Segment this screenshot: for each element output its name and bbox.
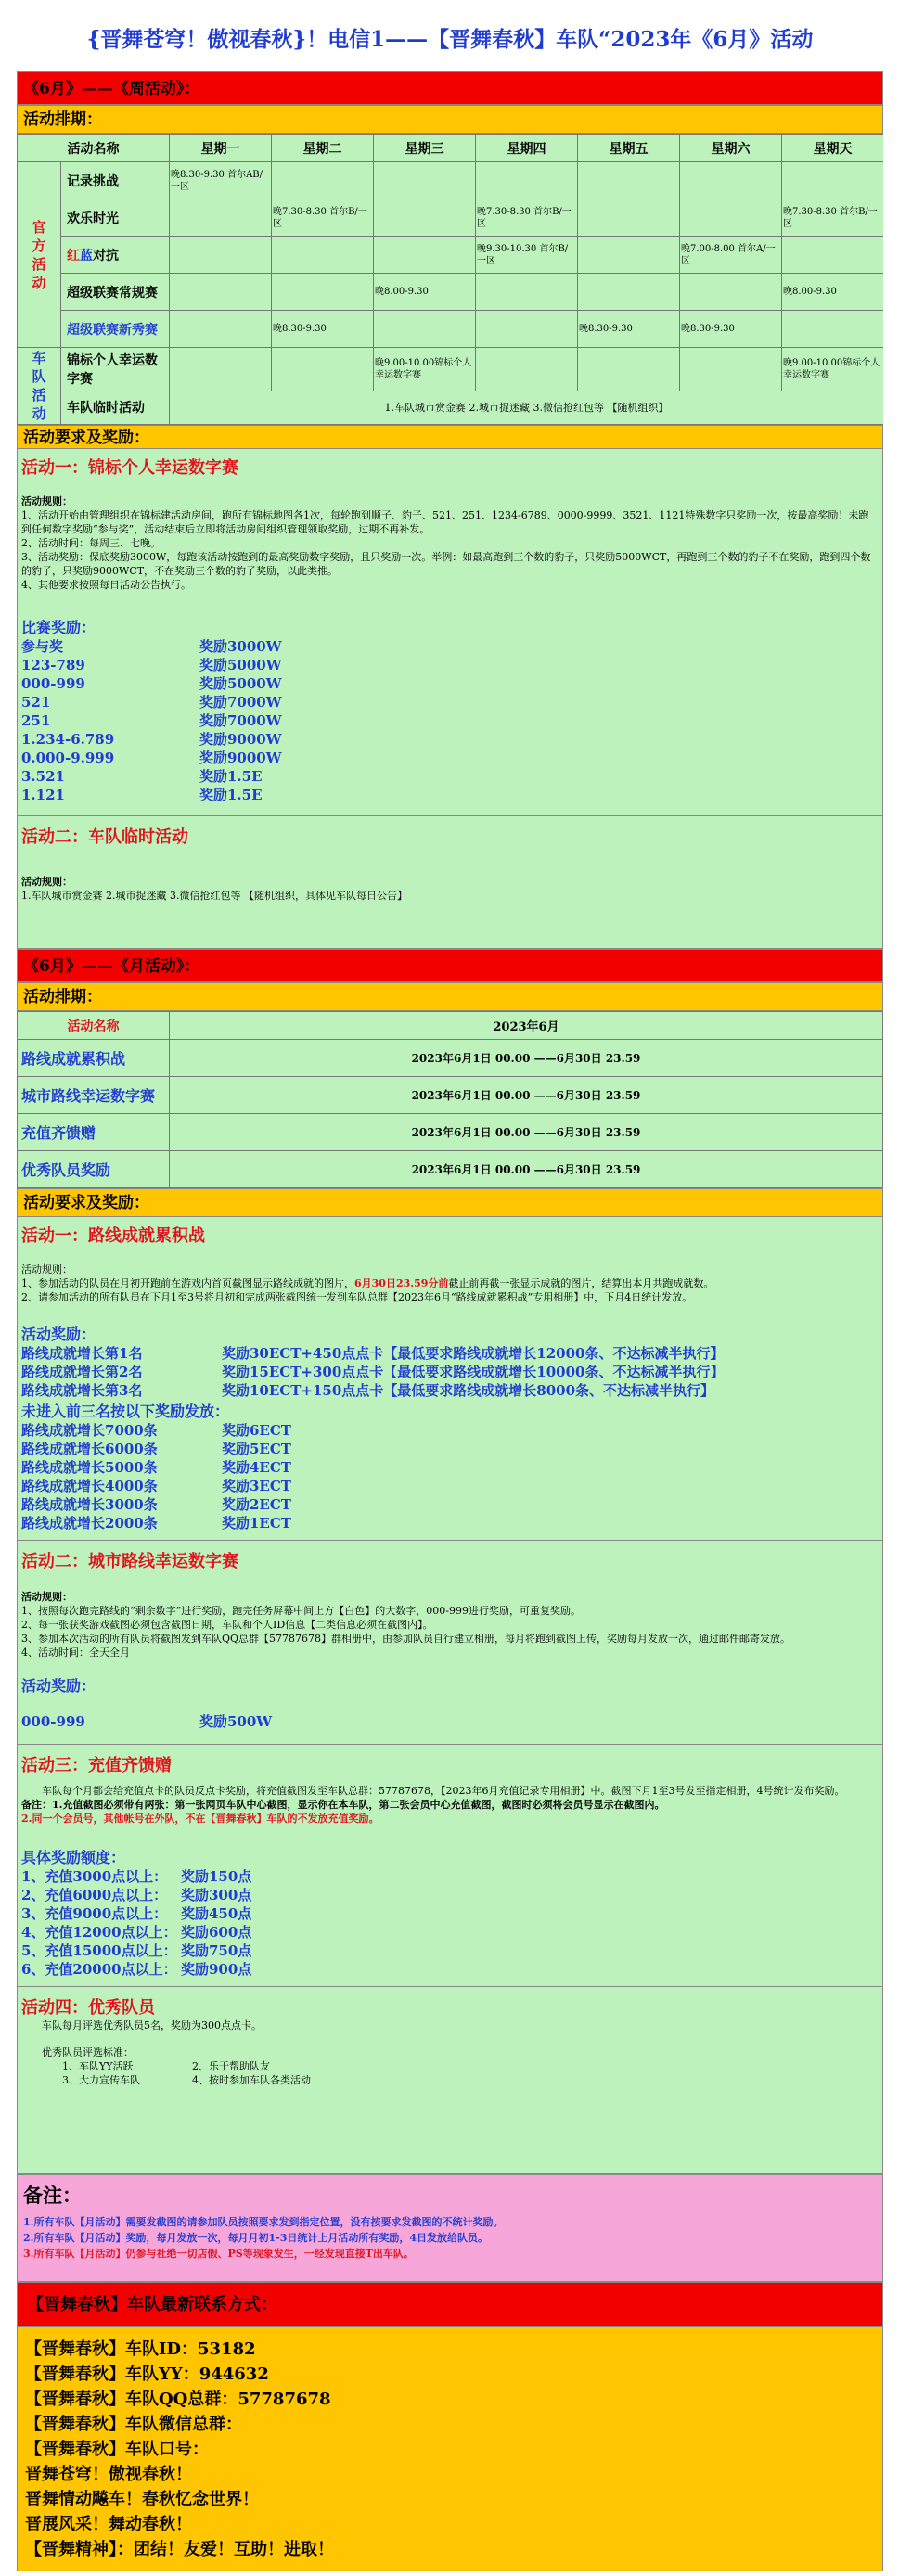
week-req-bar: 活动要求及奖励：: [17, 425, 883, 449]
prize-row: 3.521 奖励1.5E: [21, 768, 263, 785]
row-name: 锦标个人幸运数字赛: [61, 348, 170, 391]
prize-row: 路线成就增长第1名 奖励30ECT+450点点卡【最低要求路线成就增长12000条、不达标减半执行】: [21, 1345, 725, 1362]
month-header: 《6月》——《月活动》：: [17, 949, 883, 982]
prize-row: 251 奖励7000W: [21, 712, 282, 729]
row-name: 超级联赛常规赛: [61, 274, 170, 311]
note-line: 3.所有车队【月活动】仍参与社绝一切店假、PS等现象发生，一经发现直接T出车队。: [23, 2248, 414, 2260]
prize-row: 521 奖励7000W: [21, 694, 282, 711]
month-col-name: 活动名称: [18, 1012, 170, 1040]
prize-row: 5、充值15000点以上： 奖励750点: [21, 1942, 252, 1959]
contact-line: 【晋舞春秋】车队微信总群：: [25, 2415, 242, 2434]
schedule-cell: [578, 162, 680, 199]
schedule-cell: [374, 311, 476, 348]
schedule-cell: [272, 162, 374, 199]
month-row-name: 充值齐馈赠: [18, 1114, 170, 1151]
schedule-cell: [272, 237, 374, 274]
schedule-cell: 晚7.30-8.30 首尔B/一区: [476, 199, 578, 237]
row-name: 车队临时活动: [61, 391, 170, 424]
schedule-cell: [272, 348, 374, 391]
month-act3-prize-heading: 具体奖励额度：: [21, 1849, 126, 1866]
month-act1-rules-heading: 活动规则：: [21, 1263, 72, 1275]
schedule-cell: 晚9.30-10.30 首尔B/一区: [476, 237, 578, 274]
schedule-cell: 晚7.00-8.00 首尔A/一区: [680, 237, 782, 274]
month-row-date: 2023年6月1日 00.00 ——6月30日 23.59: [170, 1040, 883, 1077]
schedule-cell: [374, 199, 476, 237]
month-req-bar: 活动要求及奖励：: [17, 1188, 883, 1217]
month-row-name: 城市路线幸运数字赛: [18, 1077, 170, 1114]
prize-row: 路线成就增长6000条 奖励5ECT: [21, 1441, 291, 1457]
col-day: 星期四: [476, 135, 578, 162]
deadline-highlight: 6月30日23.59分前: [354, 1277, 449, 1289]
rule-line: 2、每一张获奖游戏截图必须包含截图日期，车队和个人ID信息【二类信息必须在截图内】。: [21, 1619, 433, 1631]
temp-activity-text: 1.车队城市赏金赛 2.城市捉迷藏 3.微信抢红包等 【随机组织】: [170, 391, 884, 424]
prize-row: 3、充值9000点以上： 奖励450点: [21, 1905, 252, 1922]
schedule-cell: 晚8.30-9.30 首尔AB/一区: [170, 162, 272, 199]
contact-line: 晋舞苍穹！傲视春秋！: [25, 2465, 192, 2484]
poster: [17, 4, 883, 2571]
col-day: 星期六: [680, 135, 782, 162]
schedule-cell: [680, 199, 782, 237]
prize-row: 路线成就增长7000条 奖励6ECT: [21, 1422, 291, 1439]
rule-line: 优秀队员评选标准：: [42, 2046, 134, 2058]
week-act2-rules-heading: 活动规则：: [21, 876, 72, 888]
month-act2-title: 活动二：城市路线幸运数字赛: [21, 1552, 238, 1571]
month-row-date: 2023年6月1日 00.00 ——6月30日 23.59: [170, 1077, 883, 1114]
schedule-cell: [476, 162, 578, 199]
schedule-cell: [476, 311, 578, 348]
month-row-name: 路线成就累积战: [18, 1040, 170, 1077]
schedule-cell: [782, 162, 884, 199]
contact-block: [17, 2326, 883, 2571]
schedule-cell: 晚9.00-10.00锦标个人幸运数字赛: [782, 348, 884, 391]
month-act1-prize-heading: 活动奖励：: [21, 1326, 96, 1343]
group-official: [18, 162, 61, 348]
col-activity-name: 活动名称: [18, 135, 170, 162]
schedule-cell: 晚8.30-9.30: [272, 311, 374, 348]
contact-line: 晋展风采！舞动春秋！: [25, 2515, 192, 2534]
schedule-cell: [374, 237, 476, 274]
month-schedule-table: [17, 1011, 883, 1188]
rule-line: 车队每月评选优秀队员5名，奖励为300点点卡。: [42, 2019, 262, 2031]
month-act4-title: 活动四：优秀队员: [21, 1998, 155, 2018]
schedule-cell: [374, 162, 476, 199]
divider: [18, 1986, 882, 1987]
month-row-date: 2023年6月1日 00.00 ——6月30日 23.59: [170, 1114, 883, 1151]
schedule-cell: 晚8.30-9.30: [578, 311, 680, 348]
divider: [18, 1744, 882, 1745]
prize-row: 参与奖 奖励3000W: [21, 638, 282, 655]
schedule-cell: [170, 311, 272, 348]
schedule-cell: [476, 348, 578, 391]
schedule-cell: 晚8.00-9.30: [374, 274, 476, 311]
contact-line: 【晋舞春秋】车队ID：53182: [25, 2339, 256, 2359]
month-col-month: 2023年6月: [170, 1012, 883, 1040]
week-header: 《6月》——《周活动》：: [17, 71, 883, 105]
prize-row: 路线成就增长4000条 奖励3ECT: [21, 1478, 291, 1494]
notes-title: 备注：: [23, 2184, 82, 2207]
rule-line: 1、按照每次跑完路线的“剩余数字”进行奖励，跑完任务屏幕中间上方【白色】的大数字，000-999进行奖励，可重复奖励。: [21, 1605, 581, 1617]
notes-block: [17, 2174, 883, 2282]
page-title: {晋舞苍穹！傲视春秋}！电信1——【晋舞春秋】车队“2023年《6月》活动: [86, 27, 814, 52]
note-line: 1.所有车队【月活动】需要发截图的请参加队员按照要求发到指定位置，没有按要求发截图的不统计奖励。: [23, 2216, 504, 2228]
schedule-cell: 晚9.00-10.00锦标个人幸运数字赛: [374, 348, 476, 391]
prize-row: 2、充值6000点以上： 奖励300点: [21, 1887, 252, 1903]
schedule-cell: [170, 274, 272, 311]
group-team: [18, 348, 61, 425]
col-day: 星期二: [272, 135, 374, 162]
group-official-label: 官方活动: [32, 218, 46, 291]
criteria-row: 3、大力宣传车队 4、按时参加车队各类活动: [62, 2074, 311, 2086]
row-name-red: 红: [67, 248, 80, 263]
prize-row: 路线成就增长第3名 奖励10ECT+150点点卡【最低要求路线成就增长8000条、不达标减半执行】: [21, 1382, 715, 1399]
row-name: 欢乐时光: [61, 199, 170, 237]
prize-row: 000-999 奖励500W: [21, 1713, 273, 1730]
col-day: 星期天: [782, 135, 884, 162]
schedule-cell: [272, 274, 374, 311]
schedule-cell: [476, 274, 578, 311]
schedule-cell: [170, 237, 272, 274]
schedule-cell: [578, 348, 680, 391]
schedule-cell: [578, 237, 680, 274]
month-act1-extra-heading: 未进入前三名按以下奖励发放：: [21, 1403, 230, 1420]
schedule-cell: [782, 237, 884, 274]
month-row-name: 优秀队员奖励: [18, 1151, 170, 1188]
prize-row: 123-789 奖励5000W: [21, 657, 282, 673]
col-day: 星期三: [374, 135, 476, 162]
schedule-cell: [680, 162, 782, 199]
criteria-row: 1、车队YY活跃 2、乐于帮助队友: [62, 2060, 270, 2072]
contact-line: 【晋舞春秋】车队口号：: [25, 2440, 209, 2459]
schedule-cell: [170, 348, 272, 391]
contact-line: 晋舞情动飚车！春秋忆念世界！: [25, 2490, 259, 2509]
week-schedule-table: [17, 134, 883, 425]
divider: [18, 815, 882, 816]
schedule-cell: [578, 199, 680, 237]
prize-row: 路线成就增长5000条 奖励4ECT: [21, 1459, 291, 1476]
schedule-cell: 晚7.30-8.30 首尔B/一区: [782, 199, 884, 237]
col-day: 星期五: [578, 135, 680, 162]
rule-line: 1、参加活动的队员在月初开跑前在游戏内首页截图显示路线成就的图片，6月30日23.59分前截止前再截一张显示成就的图片，结算出本月共跑成就数。: [21, 1277, 714, 1289]
schedule-cell: [680, 274, 782, 311]
rule-line: 4、其他要求按照每日活动公告执行。: [21, 579, 191, 591]
month-act2-rules-heading: 活动规则：: [21, 1591, 72, 1603]
prize-row: 1.234-6.789 奖励9000W: [21, 731, 282, 748]
schedule-cell: [680, 348, 782, 391]
prize-row: 路线成就增长第2名 奖励15ECT+300点点卡【最低要求路线成就增长10000条、不达标减半执行】: [21, 1364, 725, 1380]
rule-line: 车队每个月都会给充值点卡的队员反点卡奖励，将充值截图发至车队总群：57787678，【2023年6月充值记录专用相册】中。截图下月1至3号发至指定相册，4号统计发布奖励。: [42, 1785, 845, 1797]
schedule-cell: [578, 274, 680, 311]
month-row-date: 2023年6月1日 00.00 ——6月30日 23.59: [170, 1151, 883, 1188]
rule-line: 1.车队城市赏金赛 2.城市捉迷藏 3.微信抢红包等 【随机组织，具体见车队每日公告】: [21, 890, 407, 902]
contact-line: 【晋舞精神】：团结！友爱！互助！进取！: [25, 2540, 334, 2559]
rule-line: 4、活动时间：全天全月: [21, 1647, 130, 1659]
prize-row: 1.121 奖励1.5E: [21, 787, 263, 803]
prize-row: 路线成就增长3000条 奖励2ECT: [21, 1496, 291, 1513]
note-line: 2.所有车队【月活动】奖励，每月发放一次，每月月初1-3日统计上月活动所有奖励，4日发放给队员。: [23, 2232, 489, 2244]
rule-line: 2、活动时间：每周三、七晚。: [21, 537, 161, 549]
rule-line: 1、活动开始由管理组织在锦标建活动房间，跑所有锦标地图各1次，每轮跑到顺子、豹子、521、251、1234-6789、0000-9999、3521、1121特殊数字只奖励一次，按最高奖励！未跑到任何数字奖励“参与奖”，活动结束后立即将活动房间组织管理领取奖励，过期不再补发。: [21, 509, 869, 535]
group-team-label: 车队活动: [32, 350, 46, 422]
schedule-cell: 晚8.00-9.30: [782, 274, 884, 311]
contact-header: 【晋舞春秋】车队最新联系方式：: [17, 2282, 883, 2326]
prize-row: 4、充值12000点以上： 奖励600点: [21, 1924, 252, 1941]
col-day: 星期一: [170, 135, 272, 162]
divider: [18, 1540, 882, 1541]
month-act2-prize-heading: 活动奖励：: [21, 1677, 96, 1695]
schedule-cell: 晚7.30-8.30 首尔B/一区: [272, 199, 374, 237]
row-name-rest: 对抗: [93, 248, 119, 263]
prize-row: 路线成就增长2000条 奖励1ECT: [21, 1515, 291, 1532]
rule-line: 2、请参加活动的所有队员在下月1至3号将月初和完成两张截图统一发到车队总群【2023年6月“路线成就累积战”专用相册】中，下月4日统计发放。: [21, 1291, 693, 1303]
row-name-red-blue: [61, 237, 170, 274]
prize-row: 0.000-9.999 奖励9000W: [21, 750, 282, 766]
rule-line: 3、参加本次活动的所有队员将截图发到车队QQ总群【57787678】群相册中，由参加队员自行建立相册，每月将跑到截图上传，奖励每月发放一次，通过邮件邮寄发放。: [21, 1633, 791, 1645]
prize-row: 1、充值3000点以上： 奖励150点: [21, 1868, 252, 1885]
rule-line: 备注：1.充值截图必须带有两张：第一张网页车队中心截图，显示你在本车队，第二张会员中心充值截图，截图时必须将会员号显示在截图内。: [21, 1799, 665, 1811]
schedule-cell: 晚8.30-9.30: [680, 311, 782, 348]
prize-row: 000-999 奖励5000W: [21, 675, 282, 692]
row-name: 记录挑战: [61, 162, 170, 199]
prize-row: 6、充值20000点以上： 奖励900点: [21, 1961, 252, 1978]
week-act1-title: 活动一：锦标个人幸运数字赛: [21, 458, 238, 478]
week-act1-prize-heading: 比赛奖励：: [21, 619, 96, 636]
contact-line: 【晋舞春秋】车队QQ总群：57787678: [25, 2390, 331, 2409]
week-act2-title: 活动二：车队临时活动: [21, 827, 188, 847]
week-activities-block: [17, 449, 883, 949]
month-schedule-bar: 活动排期：: [17, 982, 883, 1011]
schedule-cell: [170, 199, 272, 237]
row-name: 超级联赛新秀赛: [61, 311, 170, 348]
contact-line: 【晋舞春秋】车队YY：944632: [25, 2365, 269, 2384]
rule-line: 3、活动奖励：保底奖励3000W，每跑该活动按跑到的最高奖励数字奖励，且只奖励一次。举例：如最高跑到三个数的豹子，只奖励5000WCT，再跑到三个数的豹子不在奖励，跑到四个数的豹子，只奖励9000WCT，不在奖励三个数的豹子奖励，以此类推。: [21, 551, 871, 577]
month-act3-title: 活动三：充值齐馈赠: [21, 1756, 172, 1775]
week-act1-rules-heading: 活动规则：: [21, 495, 72, 507]
schedule-cell: [782, 311, 884, 348]
month-act1-title: 活动一：路线成就累积战: [21, 1226, 205, 1246]
rule-line-red: 2.同一个会员号，其他帐号在外队，不在【晋舞春秋】车队的不发放充值奖励。: [21, 1813, 379, 1825]
month-activities-block: [17, 1217, 883, 2174]
row-name-blue: 蓝: [80, 248, 93, 263]
week-schedule-bar: 活动排期：: [17, 105, 883, 134]
